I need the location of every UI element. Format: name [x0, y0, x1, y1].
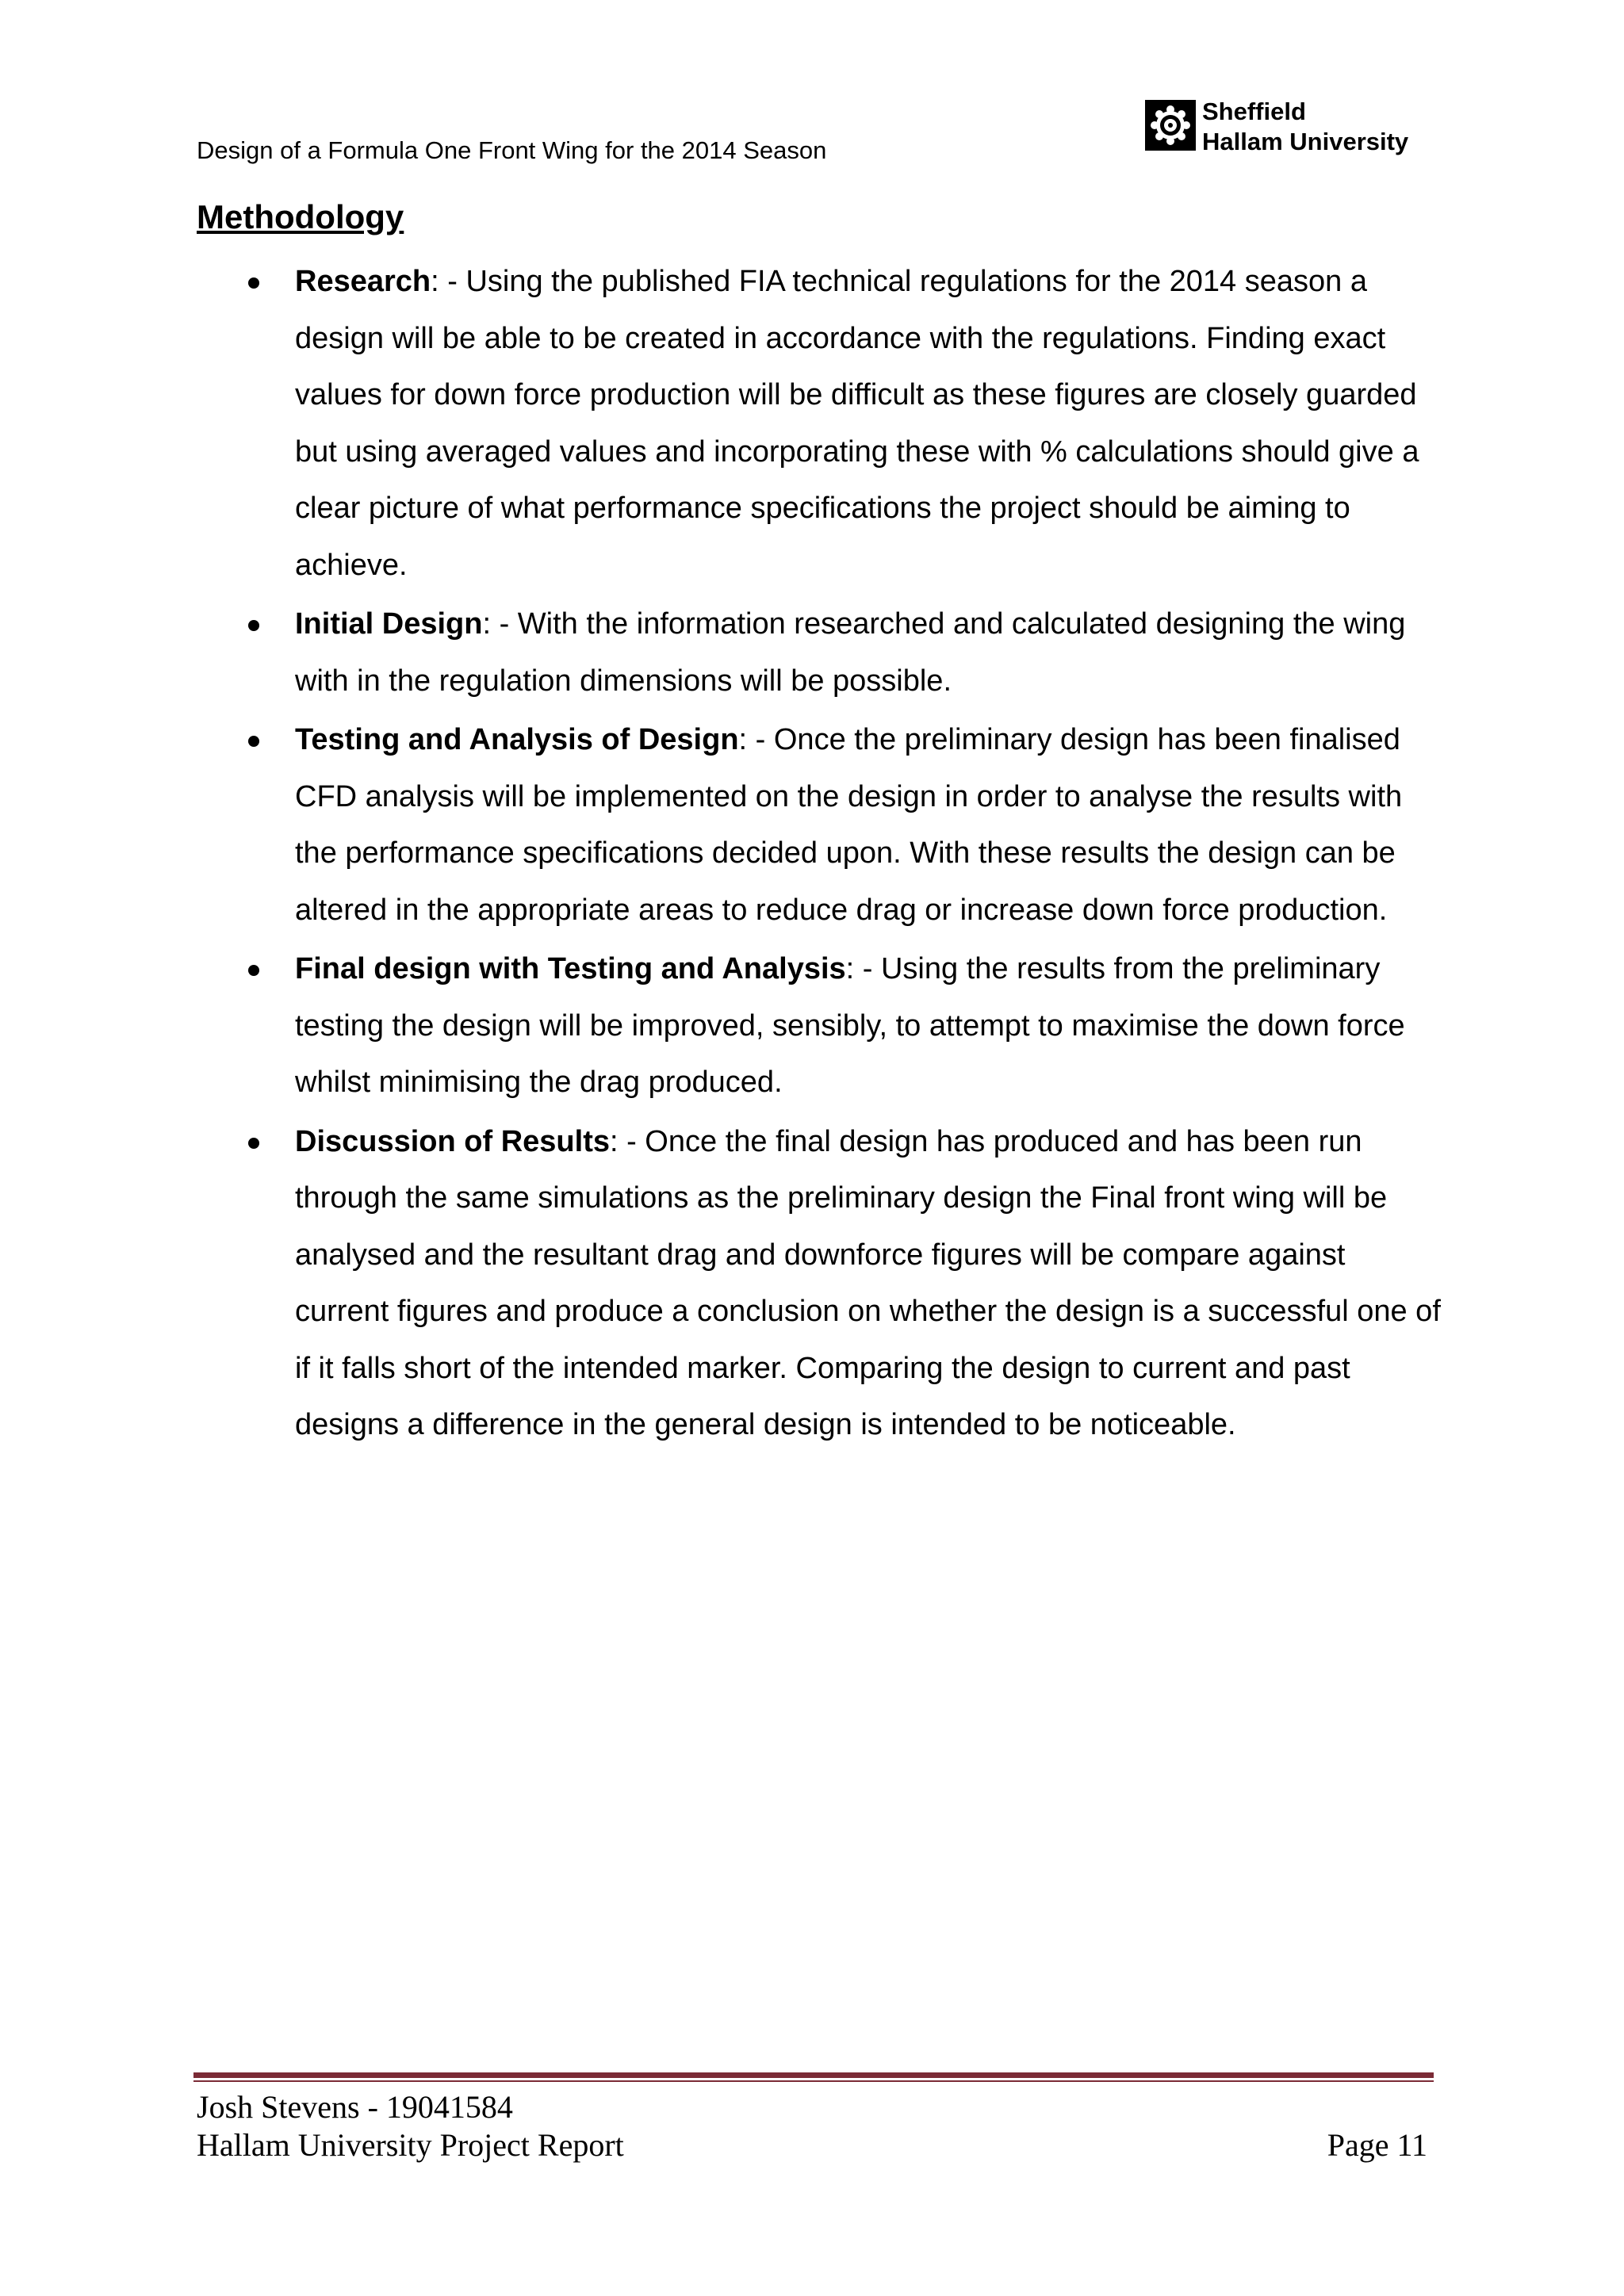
list-item-initial-design	[238, 596, 1443, 710]
document-header-title: Design of a Formula One Front Wing for the 2014 Season	[197, 136, 827, 164]
bullet-text: : - Using the results from the preliminary testing the design will be improved, sensibly, to attempt to maximise the down force whilst minimising the drag produced.	[295, 952, 1405, 1099]
methodology-list	[238, 254, 1443, 1456]
bullet-term: Discussion of Results	[295, 1124, 610, 1158]
university-emblem-icon	[1145, 100, 1196, 151]
bullet-icon	[248, 620, 259, 631]
logo-line-hallam-university: Hallam University	[1202, 128, 1409, 155]
bullet-term: Final design with Testing and Analysis	[295, 952, 846, 985]
bullet-term: Testing and Analysis of Design	[295, 723, 739, 756]
list-item-final-design	[238, 941, 1443, 1112]
logo-line-sheffield: Sheffield	[1202, 98, 1306, 125]
footer-divider	[193, 2072, 1434, 2084]
page-number: Page 11	[1327, 2127, 1427, 2163]
footer-divider-thick	[193, 2072, 1434, 2078]
list-item-discussion-of-results	[238, 1114, 1443, 1454]
bullet-text: : - Once the final design has produced and has been run through the same simulations as the preliminary design the Final front wing will be analysed and the resultant drag and downforce figures will be compare against current figures and produce a conclusion on whether the design is a successful one of if it falls short of the intended marker. Comparing the design to current and past designs a difference in the general design is intended to be noticeable.	[295, 1124, 1441, 1441]
bullet-icon	[248, 277, 259, 289]
bullet-icon	[248, 965, 259, 976]
list-item-testing-and-analysis	[238, 712, 1443, 939]
bullet-text: : - Using the published FIA technical regulations for the 2014 season a design will be able to be created in accordance with the regulations. Finding exact values for down force production will be difficult as these figures are closely guarded but using averaged values and incorporating these with % calculations should give a clear picture of what performance specifications the project should be aiming to achieve.	[295, 265, 1419, 582]
university-logo	[1145, 97, 1431, 160]
footer-author: Josh Stevens - 19041584	[197, 2089, 513, 2125]
bullet-term: Research	[295, 265, 431, 298]
bullet-text: : - Once the preliminary design has been finalised CFD analysis will be implemented on the design in order to analyse the results with the performance specifications decided upon. With these results the design can be altered in the appropriate areas to reduce drag or increase down force production.	[295, 723, 1403, 927]
list-item-research	[238, 254, 1443, 594]
footer-divider-thin	[193, 2080, 1434, 2082]
bullet-term: Initial Design	[295, 607, 483, 641]
bullet-icon	[248, 1138, 259, 1149]
footer-report-title: Hallam University Project Report	[197, 2127, 624, 2163]
logo-wordmark	[1202, 97, 1408, 157]
bullet-text: : - With the information researched and calculated designing the wing with in the regulation dimensions will be possible.	[295, 607, 1406, 698]
bullet-icon	[248, 736, 259, 747]
section-heading: Methodology	[197, 198, 404, 235]
